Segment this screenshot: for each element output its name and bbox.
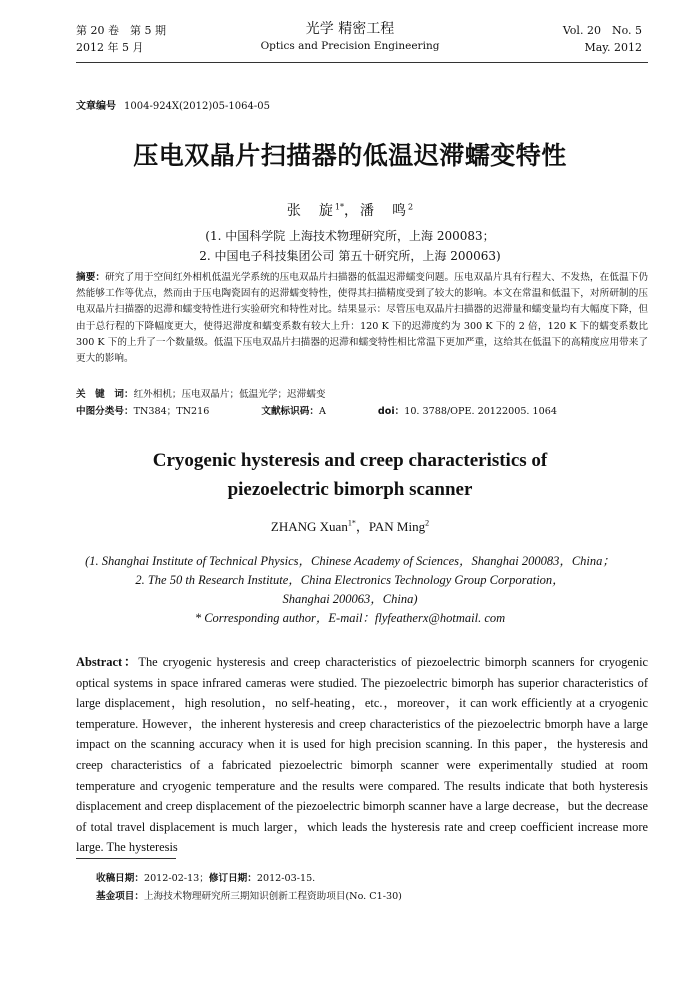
journal-title-cn: 光学 精密工程 xyxy=(305,21,395,37)
abstract-cn-label: 摘要： xyxy=(76,272,106,283)
affiliation-en-3: Shanghai 200063，China) xyxy=(282,592,418,606)
classification-line xyxy=(76,403,609,417)
clc-value: TN384；TN216 xyxy=(133,406,210,417)
corresponding-author: * Corresponding author，E-mail：flyfeatherx@hotmail. com xyxy=(194,611,506,625)
article-number xyxy=(76,97,270,112)
header-right xyxy=(563,22,642,56)
author-1-sup: 1* xyxy=(334,202,344,212)
author-1-cn: 张 旋 xyxy=(286,203,335,219)
doi-value: 10. 3788/OPE. 20122005. 1064 xyxy=(404,406,557,417)
footnote-dates xyxy=(96,870,402,888)
footnote-fund xyxy=(96,888,402,906)
affiliations-en xyxy=(0,552,700,628)
doc-code-group xyxy=(261,406,352,417)
revised-value: 2012-03-15. xyxy=(256,873,316,884)
author-separator: ， xyxy=(344,203,360,219)
fund-label: 基金项目： xyxy=(96,891,144,902)
author-2-en-sup: 2 xyxy=(425,518,430,528)
abstract-en xyxy=(76,652,648,858)
doi-group xyxy=(378,406,583,417)
affiliation-en-2: 2. The 50 th Research Institute，China Electronics Technology Group Corporation， xyxy=(135,573,565,587)
footnote xyxy=(96,870,402,906)
abstract-cn xyxy=(76,270,648,367)
keywords-cn xyxy=(76,386,325,400)
authors-en xyxy=(0,516,700,535)
header-rule xyxy=(76,62,648,63)
title-en-line-1: Cryogenic hysteresis and creep characteristics of xyxy=(152,450,548,471)
doc-code-value: A xyxy=(318,406,326,417)
date-cn: 2012 年 5 月 xyxy=(76,41,144,54)
fund-value: 上海技术物理研究所三期知识创新工程资助项目(No. C1-30) xyxy=(143,891,402,902)
volume-en: Vol. 20 No. 5 xyxy=(562,24,642,37)
author-2-sup: 2 xyxy=(408,202,414,212)
volume-cn: 第 20 卷 第 5 期 xyxy=(76,24,166,37)
affiliation-cn-1: (1. 中国科学院 上海技术物理研究所，上海 200083； xyxy=(205,229,495,243)
keywords-cn-label: 关 键 词： xyxy=(76,389,134,400)
received-label: 收稿日期： xyxy=(96,873,144,884)
author-2-cn: 潘 鸣 xyxy=(360,203,408,219)
abstract-en-text: The cryogenic hysteresis and creep characteristics of piezoelectric bimorph scanners for cryogenic optical systems in space infrared cameras were studied. The piezoelectric bimorph has superior characteristics of large displacement，high resolution，no self-heating，etc.，moreover，it can work efficiently at a cryogenic temperature. However，the inherent hysteresis and creep characteristics of the piezoelectric bmorph have a large impact on the scanning accuracy when it is used for high precision scanning. In this paper，the hysteresis and creep characteristics of a fabricated piezoelectric bimorph scanner were experimentally studied at room temperature and cryogenic temperature and the results were compared. The results indicate that both hysteresis displacement and creep displacement of the piezoelectric bimorph scanner have a large decrease，but the decrease of total travel displacement is much larger，which leads the hysteresis rate and creep coefficient increase more large. The hysteresis xyxy=(76,655,649,855)
affiliation-cn-2: 2. 中国电子科技集团公司 第五十研究所，上海 200063) xyxy=(199,249,501,263)
affiliations-cn xyxy=(0,226,700,266)
affiliation-en-1: (1. Shanghai Institute of Technical Physics，Chinese Academy of Sciences，Shanghai 200083，China； xyxy=(85,554,615,568)
keywords-cn-text: 红外相机；压电双晶片；低温光学；迟滞蠕变 xyxy=(133,389,326,400)
author-1-en: ZHANG Xuan xyxy=(270,519,348,534)
author-2-en: PAN Ming xyxy=(368,519,426,534)
authors-cn xyxy=(0,200,700,220)
abstract-cn-text: 研究了用于空间红外相机低温光学系统的压电双晶片扫描器的低温迟滞蠕变问题。压电双晶片具有行程大、不发热，在低温下仍然能够工作等优点，然而由于压电陶瓷固有的迟滞蠕变特性，使得其扫描精度受到了较大的影响。本文在常温和低温下，对所研制的压电双晶片扫描器的迟滞和蠕变特性进行实验研究和特性对比。结果显示：尽管压电双晶片扫描器的迟滞量和蠕变量均有大幅度下降，但由于总行程的下降幅度更大，使得迟滞度和蠕变系数有较大上升：120 K 下的迟滞度约为 300 K 下的 2 倍，120 K 下的蠕变系数比 300 K 下的上升了一个数量级。低温下压电双晶片扫描器的迟滞和蠕变特性相比常温下更加严重，这给其在低温下的高精度应用带来了更大的影响。 xyxy=(76,272,649,365)
clc-group xyxy=(76,406,235,417)
date-en: May. 2012 xyxy=(584,41,642,54)
article-number-value: 1004-924X(2012)05-1064-05 xyxy=(124,101,270,112)
journal-title-en: Optics and Precision Engineering xyxy=(260,40,440,52)
title-cn: 压电双晶片扫描器的低温迟滞蠕变特性 xyxy=(133,141,567,170)
doc-code-label: 文献标识码： xyxy=(261,406,319,417)
doi-label: doi： xyxy=(377,406,405,417)
author-1-en-sup: 1* xyxy=(347,518,356,528)
title-en-line-2: piezoelectric bimorph scanner xyxy=(227,479,473,500)
clc-label: 中图分类号： xyxy=(76,406,134,417)
author-en-separator: ， xyxy=(355,519,369,534)
revised-label: 修订日期： xyxy=(208,873,257,884)
received-value: 2012-02-13； xyxy=(143,873,209,884)
abstract-en-label: Abstract： xyxy=(76,655,139,669)
title-en xyxy=(0,446,700,504)
article-number-label: 文章编号 xyxy=(76,101,116,112)
footnote-rule xyxy=(76,858,176,859)
